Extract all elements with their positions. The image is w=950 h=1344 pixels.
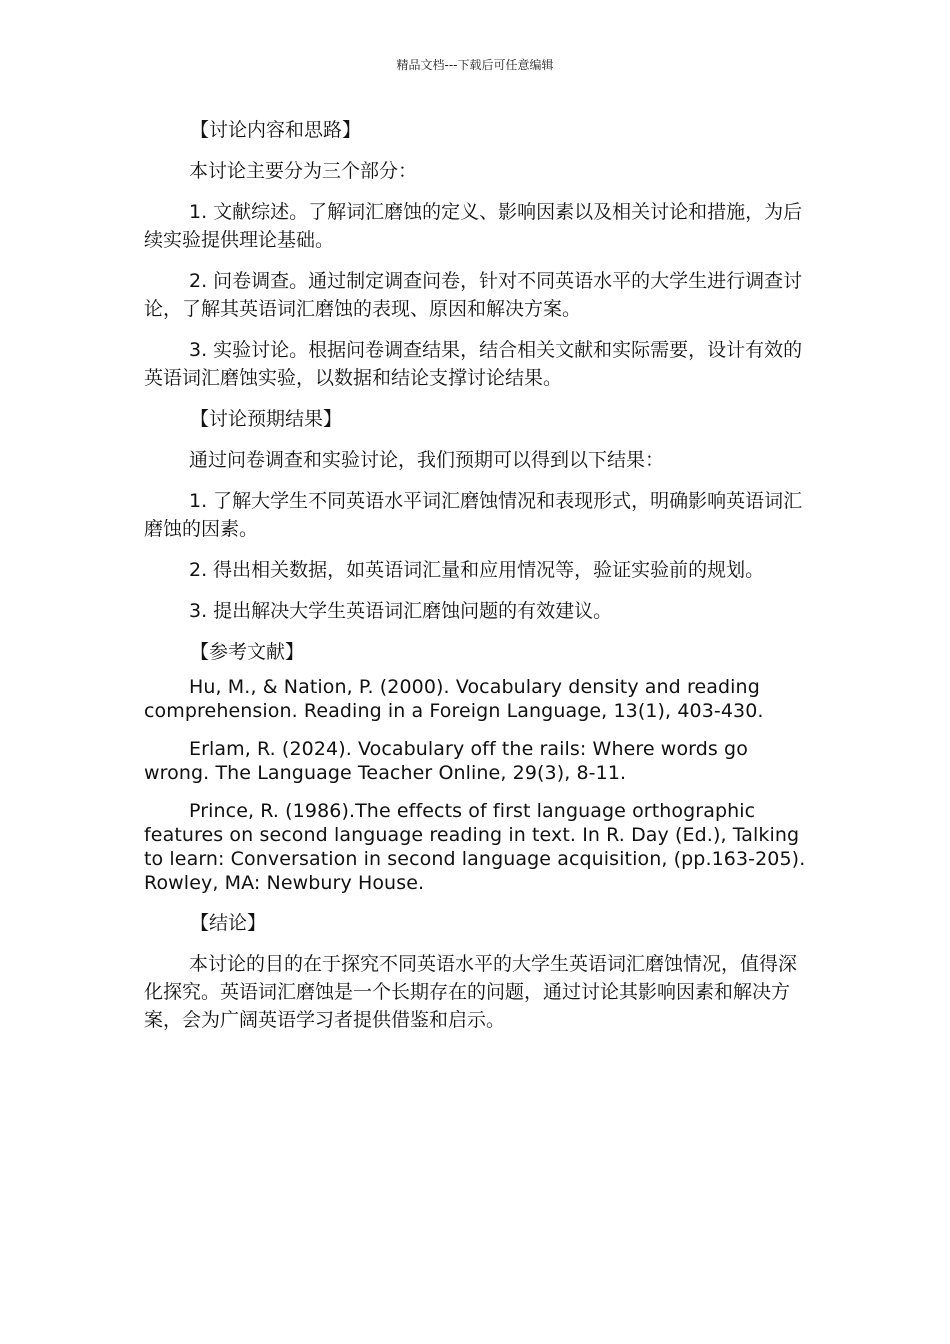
expected-item: 3. 提出解决大学生英语词汇磨蚀问题的有效建议。 (189, 600, 613, 622)
method-item: 1. 文献综述。了解词汇磨蚀的定义、影响因素以及相关讨论和措施，为后续实验提供理论基础。 (144, 201, 803, 251)
conclusion-heading: 【结论】 (190, 912, 267, 934)
expected-item: 1. 了解大学生不同英语水平词汇磨蚀情况和表现形式，明确影响英语词汇磨蚀的因素。 (144, 490, 803, 540)
expected-intro: 通过问卷调查和实验讨论，我们预期可以得到以下结果： (189, 449, 665, 471)
page-header: 精品文档---下载后可任意编辑 (396, 58, 554, 72)
references-heading: 【参考文献】 (190, 641, 305, 663)
reference-item: Hu, M., & Nation, P. (2000). Vocabulary density and reading comprehension. Reading in a Foreign Language, 13(1), 403-430. (144, 676, 764, 722)
expected-item: 2. 得出相关数据，如英语词汇量和应用情况等，验证实验前的规划。 (189, 559, 765, 581)
document-body (144, 116, 808, 1047)
method-item: 3. 实验讨论。根据问卷调查结果，结合相关文献和实际需要，设计有效的英语词汇磨蚀实验，以数据和结论支撑讨论结果。 (144, 339, 803, 389)
expected-heading: 【讨论预期结果】 (190, 408, 343, 430)
reference-item: Prince, R. (1986).The effects of first language orthographic features on second language reading in text. In R. Day (Ed.), Talking to learn: Conversation in second language acquisition, (pp.163-205). Rowley, MA: Newbury House. (144, 800, 806, 894)
method-heading: 【讨论内容和思路】 (190, 119, 362, 141)
reference-item: Erlam, R. (2024). Vocabulary off the rails: Where words go wrong. The Language Teacher Online, 29(3), 8-11. (144, 738, 748, 784)
conclusion-body: 本讨论的目的在于探究不同英语水平的大学生英语词汇磨蚀情况，值得深化探究。英语词汇磨蚀是一个长期存在的问题，通过讨论其影响因素和解决方案，会为广阔英语学习者提供借鉴和启示。 (144, 953, 798, 1031)
method-item: 2. 问卷调查。通过制定调查问卷，针对不同英语水平的大学生进行调查讨论，了解其英语词汇磨蚀的表现、原因和解决方案。 (144, 270, 803, 320)
method-intro: 本讨论主要分为三个部分： (189, 160, 418, 182)
